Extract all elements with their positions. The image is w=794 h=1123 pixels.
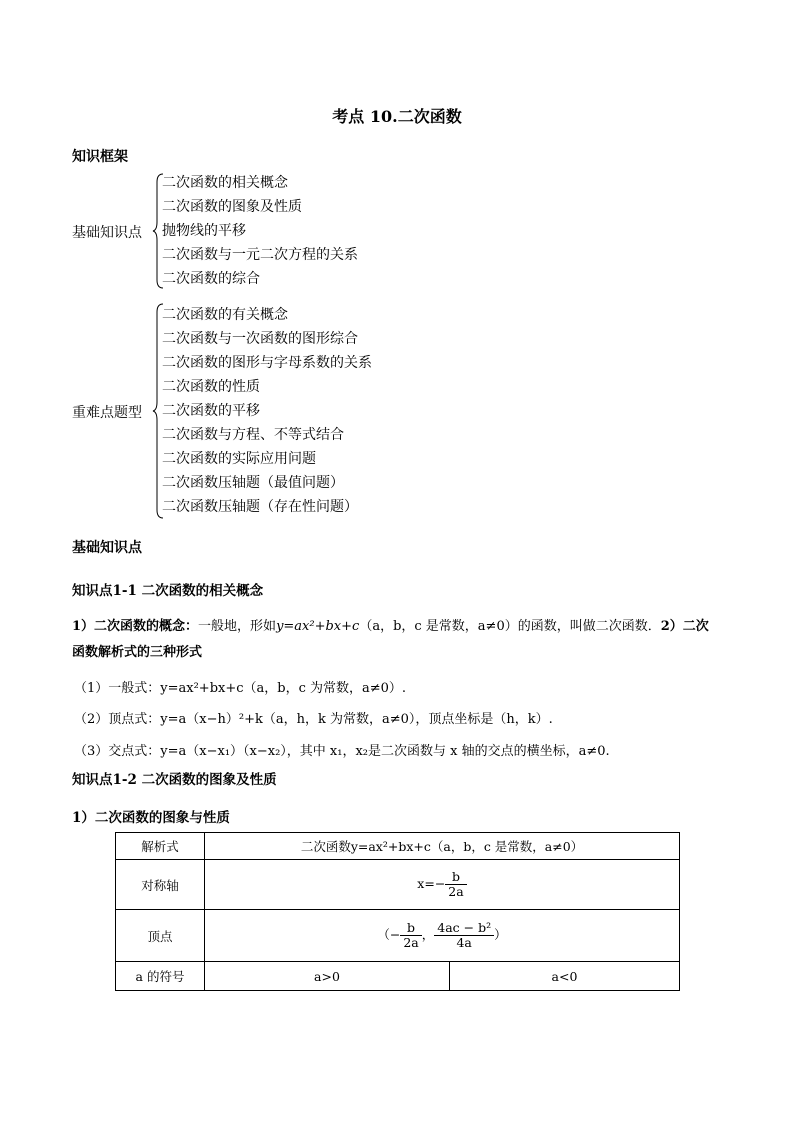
list-item: 二次函数压轴题（存在性问题） — [162, 499, 358, 515]
numerator: 4ac − b² — [434, 921, 494, 936]
kp2-subtitle: 1）二次函数的图象与性质 — [72, 810, 230, 826]
formula-text: ） — [494, 927, 507, 942]
list-item: 二次函数与方程、不等式结合 — [162, 427, 344, 443]
formula-text: x=− — [417, 876, 446, 891]
formula: y=ax²+bx+c — [276, 619, 360, 634]
list-item: 二次函数压轴题（最值问题） — [162, 475, 344, 491]
page-title: 考点 10.二次函数 — [332, 107, 462, 126]
formula-text: （− — [377, 927, 401, 942]
list-item: 二次函数的图象及性质 — [162, 199, 302, 215]
form-vertex: （2）顶点式：y=a（x−h）²+k（a，h，k 为常数，a≠0），顶点坐标是（h，k）. — [74, 712, 553, 727]
kp1-title: 知识点1-1 二次函数的相关概念 — [72, 583, 264, 599]
axis-formula — [205, 860, 680, 910]
numerator: b — [445, 870, 466, 885]
basics-heading: 基础知识点 — [72, 540, 142, 556]
table-row — [116, 833, 680, 860]
framework-heading: 知识框架 — [72, 149, 128, 165]
group-items-key — [162, 303, 372, 519]
group-items-basics — [162, 171, 358, 291]
group-label-key: 重难点题型 — [72, 405, 142, 421]
table-cell: 对称轴 — [116, 860, 205, 910]
table-row — [116, 860, 680, 910]
formula-text: ， — [421, 927, 435, 942]
kp1-forms-label: 2）二次 — [660, 619, 709, 634]
table-cell: 解析式 — [116, 833, 205, 860]
group-label-basics: 基础知识点 — [72, 225, 142, 241]
kp1-forms-line: 函数解析式的三种形式 — [72, 645, 203, 660]
list-item: 抛物线的平移 — [162, 223, 246, 239]
table-row — [116, 962, 680, 991]
list-item: 二次函数的综合 — [162, 271, 260, 287]
list-item: 二次函数的性质 — [162, 379, 260, 395]
list-item: 二次函数的图形与字母系数的关系 — [162, 355, 372, 371]
form-intercept: （3）交点式：y=a（x−x₁）（x−x₂），其中 x₁，x₂是二次函数与 x 轴的交点的横坐标，a≠0. — [74, 744, 610, 759]
vertex-formula — [205, 910, 680, 962]
fraction — [434, 921, 494, 950]
table-cell: a 的符号 — [116, 962, 205, 991]
properties-table — [115, 832, 680, 991]
numerator: b — [400, 921, 421, 936]
list-item: 二次函数的有关概念 — [162, 307, 288, 323]
list-item: 二次函数与一元二次方程的关系 — [162, 247, 358, 263]
table-cell: 顶点 — [116, 910, 205, 962]
kp2-title: 知识点1-2 二次函数的图象及性质 — [72, 772, 277, 788]
kp1-text: （a，b，c 是常数，a≠0）的函数，叫做二次函数． — [359, 619, 661, 634]
list-item: 二次函数的实际应用问题 — [162, 451, 316, 467]
denominator: 2a — [448, 884, 464, 899]
fraction — [445, 870, 466, 899]
kp1-concept-label: 1）二次函数的概念： — [72, 619, 199, 634]
form-general: （1）一般式：y=ax²+bx+c（a，b，c 为常数，a≠0）. — [74, 681, 407, 696]
table-row — [116, 910, 680, 962]
denominator: 2a — [403, 935, 419, 950]
kp1-text: 一般地，形如 — [198, 619, 277, 634]
fraction — [400, 921, 421, 950]
list-item: 二次函数的相关概念 — [162, 175, 288, 191]
list-item: 二次函数的平移 — [162, 403, 260, 419]
kp1-paragraph — [72, 615, 709, 634]
list-item: 二次函数与一次函数的图形综合 — [162, 331, 358, 347]
table-cell: 二次函数y=ax²+bx+c（a，b，c 是常数，a≠0） — [205, 833, 680, 860]
table-cell: a>0 — [205, 962, 450, 991]
denominator: 4a — [456, 935, 472, 950]
table-cell: a<0 — [450, 962, 680, 991]
